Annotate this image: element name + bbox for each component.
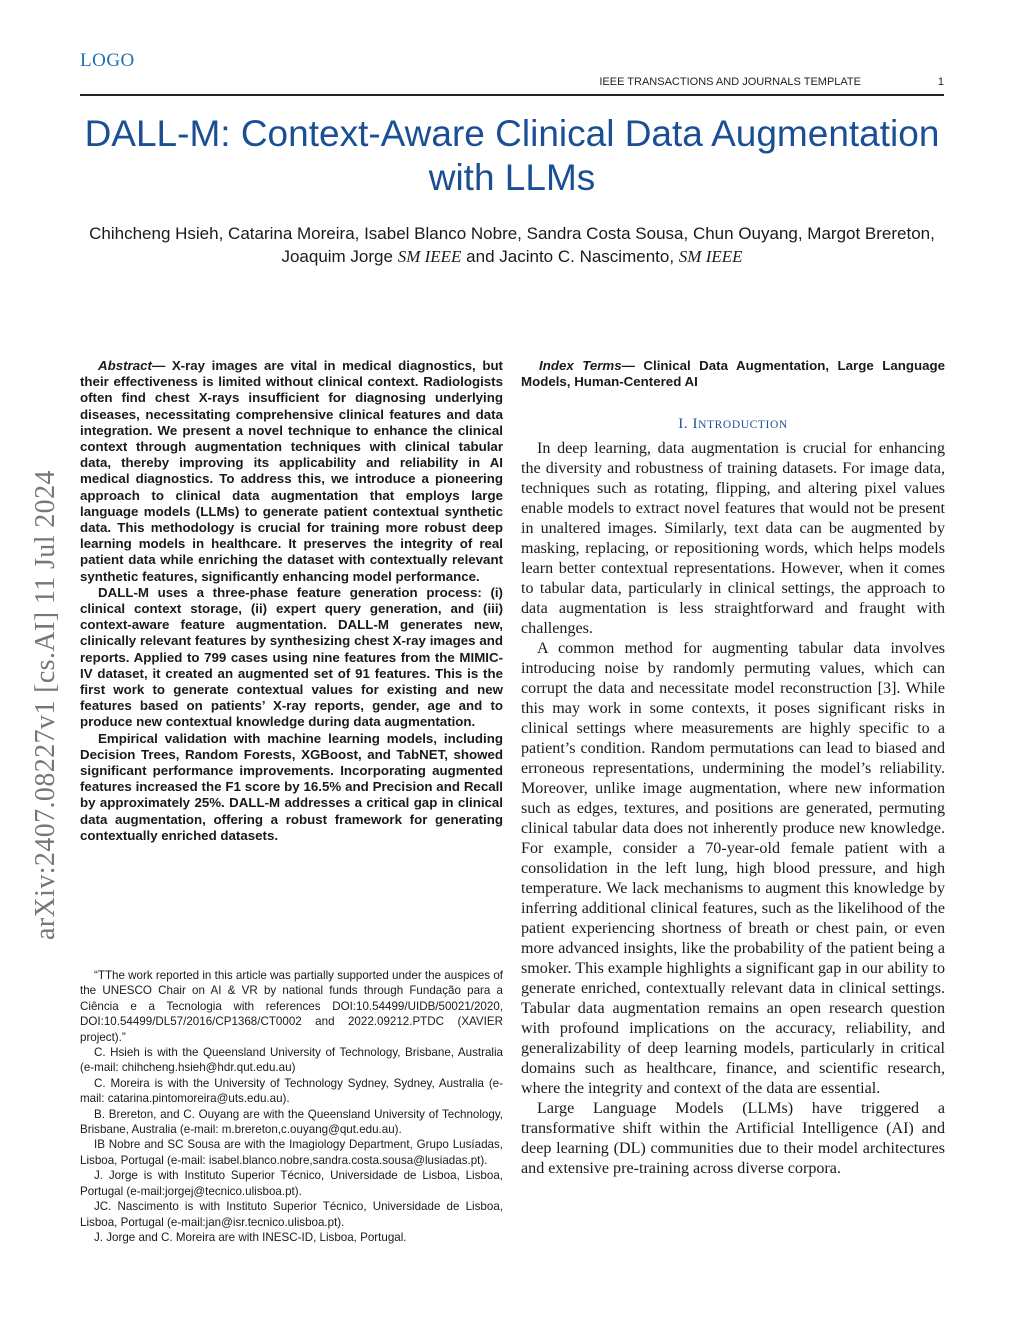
footnote-affiliation: J. Jorge and C. Moreira are with INESC-ID, Lisboa, Portugal. — [94, 1230, 407, 1244]
footnote-funding: “TThe work reported in this article was partially supported under the auspices of the UNESCO Chair on AI & VR by national funds through Fundação para a Ciência e a Tecnologia with references DOI:10.54499/UIDB/50021/2020, DOI:10.54499/DL57/2016/CP1368/CT0002 and 2022.09212.PTDC (XAVIER project).” — [80, 969, 503, 1044]
author-names-last: and Jacinto C. Nascimento, — [466, 247, 675, 266]
paper-title: DALL-M: Context-Aware Clinical Data Augmentation with LLMs — [84, 113, 940, 198]
body-paragraph: Large Language Models (LLMs) have triggered a transformative shift within the Artificial Intelligence (AI) and deep learning (DL) communities due to their model architectures and extensive pre-training across diverse corpora. — [521, 1100, 945, 1178]
page-number: 1 — [937, 76, 944, 88]
abstract-paragraph: Empirical validation with machine learning models, including Decision Trees, Random Forests, XGBoost, and TabNET, showed significant performance improvements. Incorporating augmented features increased the F1 score by 16.5% and Precision and Recall by approximately 25%. DALL-M addresses a critical gap in clinical data augmentation, offering a robust framework for generating contextually enriched datasets. — [80, 730, 503, 843]
index-terms: Index Terms— Clinical Data Augmentation, Large Language Models, Human-Centered AI — [521, 358, 945, 390]
running-header — [80, 76, 944, 96]
abstract-paragraph: Abstract— X-ray images are vital in medical diagnostics, but their effectiveness is limited without clinical context. Radiologists often find chest X-rays insufficient for diagnosing underlying diseases, necessitating comprehensive clinical features and data integration. We present a novel technique to enhance the clinical context through augmentation techniques with clinical tabular data, thereby improving its applicability and reliability in AI medical diagnostics. To address this, we introduce a pioneering approach to clinical data augmentation that employs large language models (LLMs) to generate patient contextual synthetic data. This methodology is crucial for training more robust deep learning models in healthcare. It preserves the integrity of real patient data while enriching the dataset with contextually relevant synthetic features, significantly enhancing model performance. — [80, 358, 503, 584]
body-paragraph: A common method for augmenting tabular data involves introducing noise by randomly permuting values, which can corrupt the data and necessitate model reconstruction [3]. While this may work in some contexts, it poses significant risks in clinical settings where measurements are highly specific to a patient’s condition. Random permutations can lead to biased and erroneous representations, undermining the model’s reliability. Moreover, unlike image augmentation, where new information such as edges, textures, and positions are generated, permuting clinical tabular data does not inherently produce new knowledge. For example, consider a 70-year-old female patient with a consolidation in the left lung, high blood pressure, and high temperature. We lack mechanisms to augment this knowledge by inferring additional clinical features, such as the likelihood of the patient experiencing shortness of breath or chest pain, or even more advanced insights, like the probability of the patient being a smoker. This example highlights a significant gap in our ability to generate enriched, contextually relevant data in clinical settings. Tabular data augmentation remains an open research question with profound implications on the accuracy, reliability, and generalizability of deep learning models, particularly in critical domains such as healthcare, finance, and scientific research, where the integrity and context of the data are essential. — [521, 640, 945, 1098]
footnote-affiliation: J. Jorge is with Instituto Superior Técnico, Universidade de Lisboa, Lisboa, Portugal (e-mail:jorgej@tecnico.ulisboa.pt). — [80, 1169, 503, 1198]
journal-name: IEEE TRANSACTIONS AND JOURNALS TEMPLATE — [599, 76, 861, 88]
footnote-affiliation: JC. Nascimento is with Instituto Superior Técnico, Universidade de Lisboa, Lisboa, Portugal (e-mail:jan@isr.tecnico.ulisboa.pt). — [80, 1200, 503, 1229]
abstract-paragraph: DALL-M uses a three-phase feature generation process: (i) clinical context storage, (ii) expert query generation, and (iii) context-aware feature augmentation. DALL-M generates new, clinically relevant features by synthesizing chest X-ray images and reports. Applied to 799 cases using nine features from the MIMIC-IV dataset, it created an augmented set of 91 features. This is the first work to generate contextual values for existing and new features based on patients’ X-ray reports, gender, age and to produce new contextual knowledge during data augmentation. — [80, 584, 503, 730]
section-heading-introduction: I. INTRODUCTION — [678, 416, 788, 433]
footnotes — [80, 968, 503, 1245]
introduction-body — [521, 439, 945, 1179]
author-affiliation-tag: SM IEEE — [397, 247, 462, 266]
footnote-affiliation: IB Nobre and SC Sousa are with the Imagiology Department, Grupo Lusíadas, Lisboa, Portugal (e-mail: isabel.blanco.nobre,sandra.costa.sousa@lusiadas.pt). — [80, 1138, 503, 1167]
author-list — [80, 222, 944, 268]
footnote-affiliation: B. Brereton, and C. Ouyang are with the Queensland University of Technology, Brisbane, Australia (e-mail: m.brereton,c.ouyang@qut.edu.au). — [80, 1107, 503, 1137]
abstract-label: Abstract — [98, 358, 152, 373]
author-affiliation-tag-last: SM IEEE — [678, 247, 743, 266]
body-paragraph: In deep learning, data augmentation is crucial for enhancing the diversity and robustness of training datasets. For image data, techniques such as rotating, flipping, and altering pixel values enable models to extract novel features that would not be present in unaltered images. Similarly, text data can be augmented by masking, replacing, or repositioning words, which helps models learn better contextual representations. However, when it comes to tabular data, particularly in clinical settings, the approach to data augmentation is less straightforward and fraught with challenges. — [521, 440, 945, 638]
abstract — [80, 358, 503, 844]
right-column — [521, 358, 945, 1179]
left-column — [80, 358, 503, 844]
footnote-affiliation: C. Hsieh is with the Queensland University of Technology, Brisbane, Australia (e-mail: chihcheng.hsieh@hdr.qut.edu.au) — [80, 1046, 503, 1075]
arxiv-stamp: arXiv:2407.08227v1 [cs.AI] 11 Jul 2024 — [30, 470, 61, 940]
journal-logo: LOGO — [80, 50, 135, 71]
index-terms-label: Index Terms — [539, 358, 622, 373]
author-names: Chihcheng Hsieh, Catarina Moreira, Isabel Blanco Nobre, Sandra Costa Sousa, Chun Ouyang, Margot Brereton, Joaquim Jorge — [89, 224, 935, 266]
footnote-affiliation: C. Moreira is with the University of Technology Sydney, Sydney, Australia (e-mail: catarina.pintomoreira@uts.edu.au). — [80, 1076, 503, 1106]
